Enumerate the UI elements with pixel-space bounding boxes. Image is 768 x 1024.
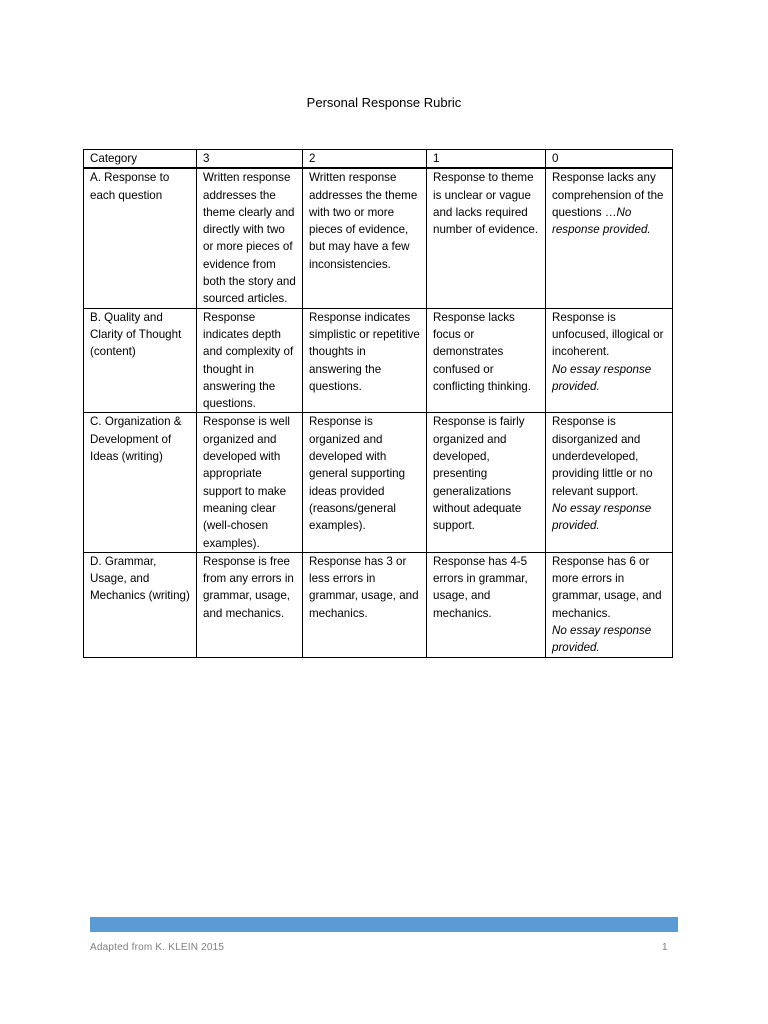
header-category: Category bbox=[84, 150, 197, 169]
score-0-note: No essay response provided. bbox=[552, 362, 652, 393]
header-score-3: 3 bbox=[197, 150, 303, 169]
cell-score-1: Response to theme is unclear or vague and lacks required number of evidence. bbox=[427, 168, 546, 308]
page-title: Personal Response Rubric bbox=[306, 95, 462, 110]
table-row bbox=[84, 413, 673, 552]
row-category: B. Quality and Clarity of Thought (content) bbox=[84, 308, 197, 413]
cell-score-2: Written response addresses the theme with two or more pieces of evidence, but may have a few inconsistencies. bbox=[303, 168, 427, 308]
cell-score-2: Response indicates simplistic or repetitive thoughts in answering the questions. bbox=[303, 308, 427, 413]
score-0-note: No response provided. bbox=[552, 205, 651, 237]
table-row bbox=[84, 168, 673, 308]
footer-bar bbox=[90, 917, 678, 932]
table-row bbox=[84, 308, 673, 413]
rubric-table bbox=[83, 149, 673, 658]
cell-score-0 bbox=[546, 552, 673, 657]
header-score-2: 2 bbox=[303, 150, 427, 169]
table-row bbox=[84, 552, 673, 657]
score-0-text: Response lacks any comprehension of the questions … bbox=[552, 171, 664, 219]
score-0-text: Response is unfocused, illogical or incoherent. bbox=[552, 310, 664, 359]
cell-score-0 bbox=[546, 413, 673, 552]
cell-score-3: Response is free from any errors in grammar, usage, and mechanics. bbox=[197, 552, 303, 657]
score-0-text: Response is disorganized and underdeveloped, providing little or no relevant support. bbox=[552, 415, 653, 498]
cell-score-2: Response is organized and developed with general supporting ideas provided (reasons/general examples). bbox=[303, 413, 427, 552]
score-0-text: Response has 6 or more errors in grammar, usage, and mechanics. bbox=[552, 554, 662, 620]
cell-score-0 bbox=[546, 168, 673, 308]
cell-score-1: Response lacks focus or demonstrates confused or conflicting thinking. bbox=[427, 308, 546, 413]
score-0-note: No essay response provided. bbox=[552, 501, 652, 533]
cell-score-3: Response is well organized and developed with appropriate support to make meaning clear (well-chosen examples). bbox=[197, 413, 303, 552]
cell-score-1: Response is fairly organized and developed, presenting generalizations without adequate support. bbox=[427, 413, 546, 552]
cell-score-0 bbox=[546, 308, 673, 413]
row-category: A. Response to each question bbox=[84, 168, 197, 308]
cell-score-3: Response indicates depth and complexity of thought in answering the questions. bbox=[197, 308, 303, 413]
header-score-0: 0 bbox=[546, 150, 673, 169]
footer-credit: Adapted from K. KLEIN 2015 bbox=[90, 942, 225, 953]
cell-score-1: Response has 4-5 errors in grammar, usage, and mechanics. bbox=[427, 552, 546, 657]
cell-score-2: Response has 3 or less errors in grammar, usage, and mechanics. bbox=[303, 552, 427, 657]
row-category: D. Grammar, Usage, and Mechanics (writing) bbox=[84, 552, 197, 657]
cell-score-3: Written response addresses the theme clearly and directly with two or more pieces of evidence from both the story and sourced articles. bbox=[197, 168, 303, 308]
row-category: C. Organization & Development of Ideas (writing) bbox=[84, 413, 197, 552]
table-header-row bbox=[84, 150, 673, 169]
header-score-1: 1 bbox=[427, 150, 546, 169]
score-0-note: No essay response provided. bbox=[552, 624, 652, 655]
page-number: 1 bbox=[662, 942, 668, 953]
